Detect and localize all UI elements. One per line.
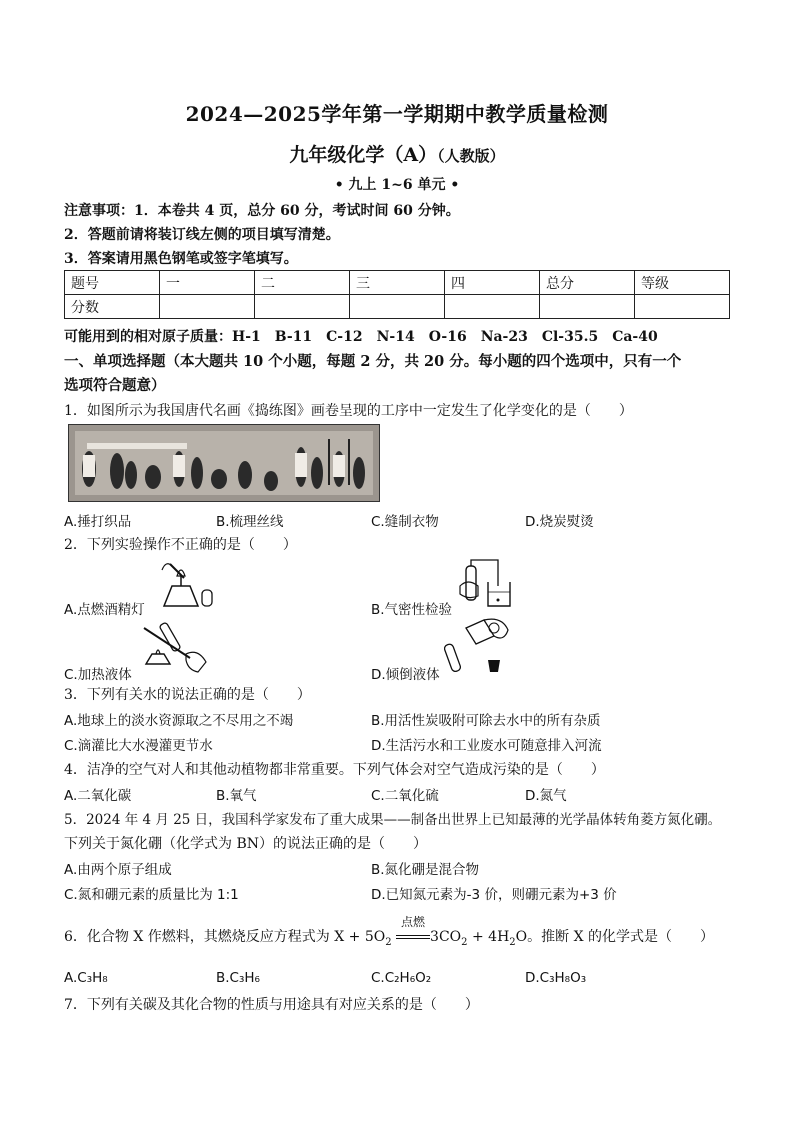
subtitle-main: 九年级化学（A）	[289, 144, 438, 166]
score-header-cell: 四	[445, 271, 540, 295]
score-header-cell: 题号	[65, 271, 160, 295]
airtightness-check-icon	[458, 556, 518, 612]
q2-option-c: C.加热液体	[64, 667, 132, 683]
q6-option-b: B.C₃H₆	[216, 970, 260, 986]
exam-title: 2024—2025学年第一学期期中教学质量检测	[185, 102, 609, 126]
q4-stem: 4．洁净的空气对人和其他动植物都非常重要。下列气体会对空气造成污染的是（ ）	[64, 762, 605, 778]
q5-option-a: A.由两个原子组成	[64, 862, 172, 878]
notice-3: 3．答案请用黑色钢笔或签字笔填写。	[64, 251, 298, 267]
q3-option-c: C.滴灌比大水漫灌更节水	[64, 738, 213, 754]
score-cell[interactable]	[540, 295, 635, 319]
section1-heading: 一、单项选择题（本大题共 10 个小题，每题 2 分，共 20 分。每小题的四个选项中，只有一个	[64, 353, 682, 370]
painting-image	[68, 424, 380, 502]
q6-stem	[64, 915, 715, 948]
score-cell[interactable]	[160, 295, 255, 319]
q3-stem: 3．下列有关水的说法正确的是（ ）	[64, 687, 311, 703]
q1-option-b: B.梳理丝线	[216, 514, 284, 530]
q3-option-d: D.生活污水和工业废水可随意排入河流	[371, 738, 602, 754]
subtitle-edition: （人教版）	[437, 147, 505, 165]
score-table-score-row	[65, 295, 730, 319]
q6-stem-pre: 6．化合物 X 作燃料，其燃烧反应方程式为	[64, 929, 330, 945]
q4-option-a: A.二氧化碳	[64, 788, 132, 804]
section1-heading-cont: 选项符合题意）	[64, 377, 166, 394]
score-header-cell: 二	[255, 271, 350, 295]
score-row-label: 分数	[65, 295, 160, 319]
score-table	[64, 270, 730, 319]
pouring-liquid-icon	[444, 614, 514, 676]
score-header-cell: 三	[350, 271, 445, 295]
q3-option-b: B.用活性炭吸附可除去水中的所有杂质	[371, 713, 601, 729]
notice-1: 注意事项：1．本卷共 4 页，总分 60 分，考试时间 60 分钟。	[64, 203, 460, 219]
q7-stem: 7．下列有关碳及其化合物的性质与用途具有对应关系的是（ ）	[64, 997, 479, 1013]
q5-stem-line2: 下列关于氮化硼（化学式为 BN）的说法正确的是（ ）	[64, 836, 427, 852]
score-cell[interactable]	[255, 295, 350, 319]
reaction-condition: 点燃	[401, 915, 426, 929]
q5-option-b: B.氮化硼是混合物	[371, 862, 480, 878]
exam-subtitle	[0, 140, 794, 167]
score-cell[interactable]	[445, 295, 540, 319]
score-cell[interactable]	[635, 295, 730, 319]
q4-option-d: D.氮气	[525, 788, 567, 804]
q3-option-a: A.地球上的淡水资源取之不尽用之不竭	[64, 713, 294, 729]
q4-option-c: C.二氧化硫	[371, 788, 439, 804]
q1-option-a: A.捶打织品	[64, 514, 132, 530]
q6-stem-post: 。推断 X 的化学式是（ ）	[527, 929, 715, 945]
exam-scope: • 九上 1~6 单元 •	[334, 177, 460, 193]
heating-liquid-icon	[136, 618, 210, 676]
q2-option-a: A.点燃酒精灯	[64, 602, 145, 618]
q1-stem: 1．如图所示为我国唐代名画《捣练图》画卷呈现的工序中一定发生了化学变化的是（ ）	[64, 403, 633, 419]
alcohol-lamp-lighting-icon	[150, 556, 216, 612]
atomic-masses: 可能用到的相对原子质量：H-1 B-11 C-12 N-14 O-16 Na-23 Cl-35.5 Ca-40	[64, 329, 658, 345]
q1-option-d: D.烧炭熨烫	[525, 514, 594, 530]
reaction-arrow	[396, 915, 430, 945]
q6-option-d: D.C₃H₈O₃	[525, 970, 587, 986]
q6-equation: $X + 5O_2$ 点燃 $3CO_2 + 4H_2O$	[334, 915, 528, 948]
q2-option-d: D.倾倒液体	[371, 667, 440, 683]
score-cell[interactable]	[350, 295, 445, 319]
q5-stem-line1: 5．2024 年 4 月 25 日，我国科学家发布了重大成果——制备出世界上已知最薄的光学晶体转角菱方氮化硼。	[64, 812, 722, 828]
score-header-cell: 总分	[540, 271, 635, 295]
score-header-cell: 等级	[635, 271, 730, 295]
q2-stem: 2．下列实验操作不正确的是（ ）	[64, 537, 297, 553]
q5-option-c: C.氮和硼元素的质量比为 1:1	[64, 887, 239, 903]
score-table-header-row	[65, 271, 730, 295]
q6-option-c: C.C₂H₆O₂	[371, 970, 432, 986]
q6-option-a: A.C₃H₈	[64, 970, 108, 986]
q2-option-b: B.气密性检验	[371, 602, 453, 618]
q1-option-c: C.缝制衣物	[371, 514, 439, 530]
q5-option-d: D.已知氮元素为-3 价，则硼元素为+3 价	[371, 887, 617, 903]
score-header-cell: 一	[160, 271, 255, 295]
painting-figures-icon	[69, 425, 379, 501]
q4-option-b: B.氧气	[216, 788, 257, 804]
notice-2: 2．答题前请将装订线左侧的项目填写清楚。	[64, 227, 340, 243]
